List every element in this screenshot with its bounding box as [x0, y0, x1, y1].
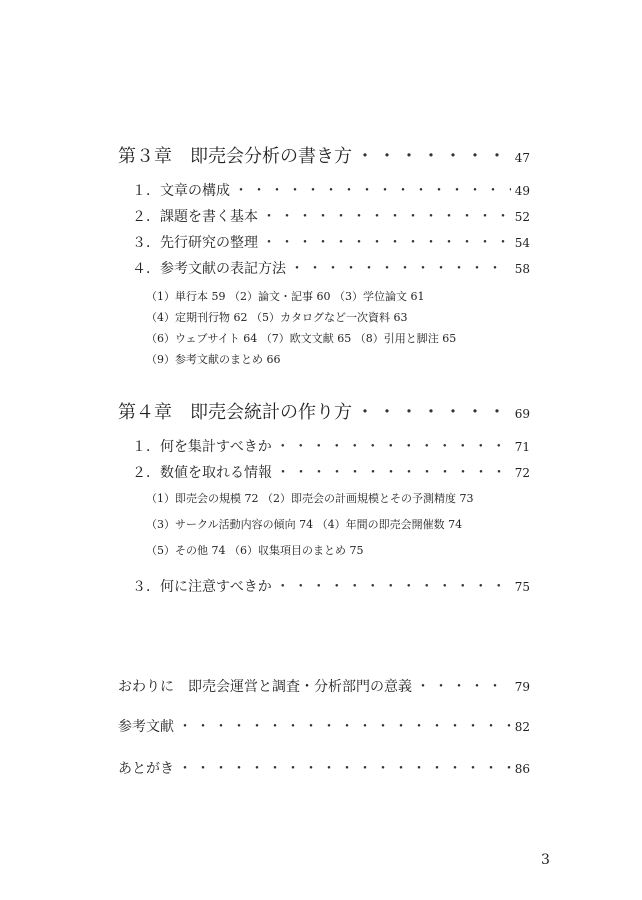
leader-dots	[262, 206, 511, 226]
toc-afterword[interactable]	[118, 758, 530, 778]
leader-dots	[276, 436, 511, 456]
toc-subsection-line[interactable]: （3）サークル活動内容の傾向 74 （4）年間の即売会開催数 74	[146, 518, 463, 531]
toc-chapter-3[interactable]	[118, 142, 530, 168]
leader-dots	[356, 398, 511, 424]
section-title: ２．課題を書く基本	[132, 209, 258, 225]
leader-dots	[356, 142, 511, 168]
section-title: １．何を集計すべきか	[132, 439, 272, 455]
toc-subsection-line[interactable]: （5）その他 74 （6）収集項目のまとめ 75	[146, 544, 364, 557]
leader-dots	[234, 180, 511, 200]
toc-closing-remarks[interactable]	[118, 676, 530, 696]
page-number: 3	[541, 852, 550, 868]
entry-title: あとがき	[118, 761, 174, 777]
section-title: １．文章の構成	[132, 183, 230, 199]
leader-dots	[290, 258, 511, 278]
leader-dots	[276, 462, 511, 482]
page-ref: 52	[514, 210, 530, 224]
page-ref: 58	[514, 262, 530, 276]
toc-section[interactable]	[132, 576, 530, 596]
leader-dots	[262, 232, 511, 252]
toc-section[interactable]	[132, 232, 530, 252]
section-title: ４．参考文献の表記方法	[132, 261, 286, 277]
page-ref: 79	[514, 680, 530, 694]
toc-subsection-line[interactable]: （1）即売会の規模 72 （2）即売会の計画規模とその予測精度 73	[146, 492, 474, 505]
page-ref: 69	[514, 407, 530, 421]
page-ref: 47	[514, 151, 530, 165]
leader-dots	[178, 716, 511, 736]
page-ref: 75	[514, 580, 530, 594]
toc-subsection-line[interactable]: （9）参考文献のまとめ 66	[146, 353, 281, 366]
toc-section[interactable]	[132, 436, 530, 456]
toc-section[interactable]	[132, 462, 530, 482]
section-title: ３．何に注意すべきか	[132, 579, 272, 595]
toc-section[interactable]	[132, 258, 530, 278]
toc-subsection-line[interactable]: （4）定期刊行物 62 （5）カタログなど一次資料 63	[146, 311, 408, 324]
leader-dots	[276, 576, 511, 596]
entry-title: 参考文献	[118, 719, 174, 735]
toc-subsection-line[interactable]: （1）単行本 59 （2）論文・記事 60 （3）学位論文 61	[146, 290, 425, 303]
entry-title: おわりに 即売会運営と調査・分析部門の意義	[118, 679, 412, 695]
page-ref: 71	[514, 440, 530, 454]
toc-section[interactable]	[132, 206, 530, 226]
page-ref: 82	[514, 720, 530, 734]
section-title: ２．数値を取れる情報	[132, 465, 272, 481]
toc-references[interactable]	[118, 716, 530, 736]
page-ref: 49	[514, 184, 530, 198]
leader-dots	[416, 676, 511, 696]
leader-dots	[178, 758, 511, 778]
toc-chapter-4[interactable]	[118, 398, 530, 424]
section-title: ３．先行研究の整理	[132, 235, 258, 251]
page-ref: 86	[514, 762, 530, 776]
page-ref: 54	[514, 236, 530, 250]
chapter-title: 第３章 即売会分析の書き方	[118, 146, 352, 167]
toc-subsection-line[interactable]: （6）ウェブサイト 64 （7）欧文文献 65 （8）引用と脚注 65	[146, 332, 457, 345]
page-ref: 72	[514, 466, 530, 480]
toc-section[interactable]	[132, 180, 530, 200]
chapter-title: 第４章 即売会統計の作り方	[118, 402, 352, 423]
